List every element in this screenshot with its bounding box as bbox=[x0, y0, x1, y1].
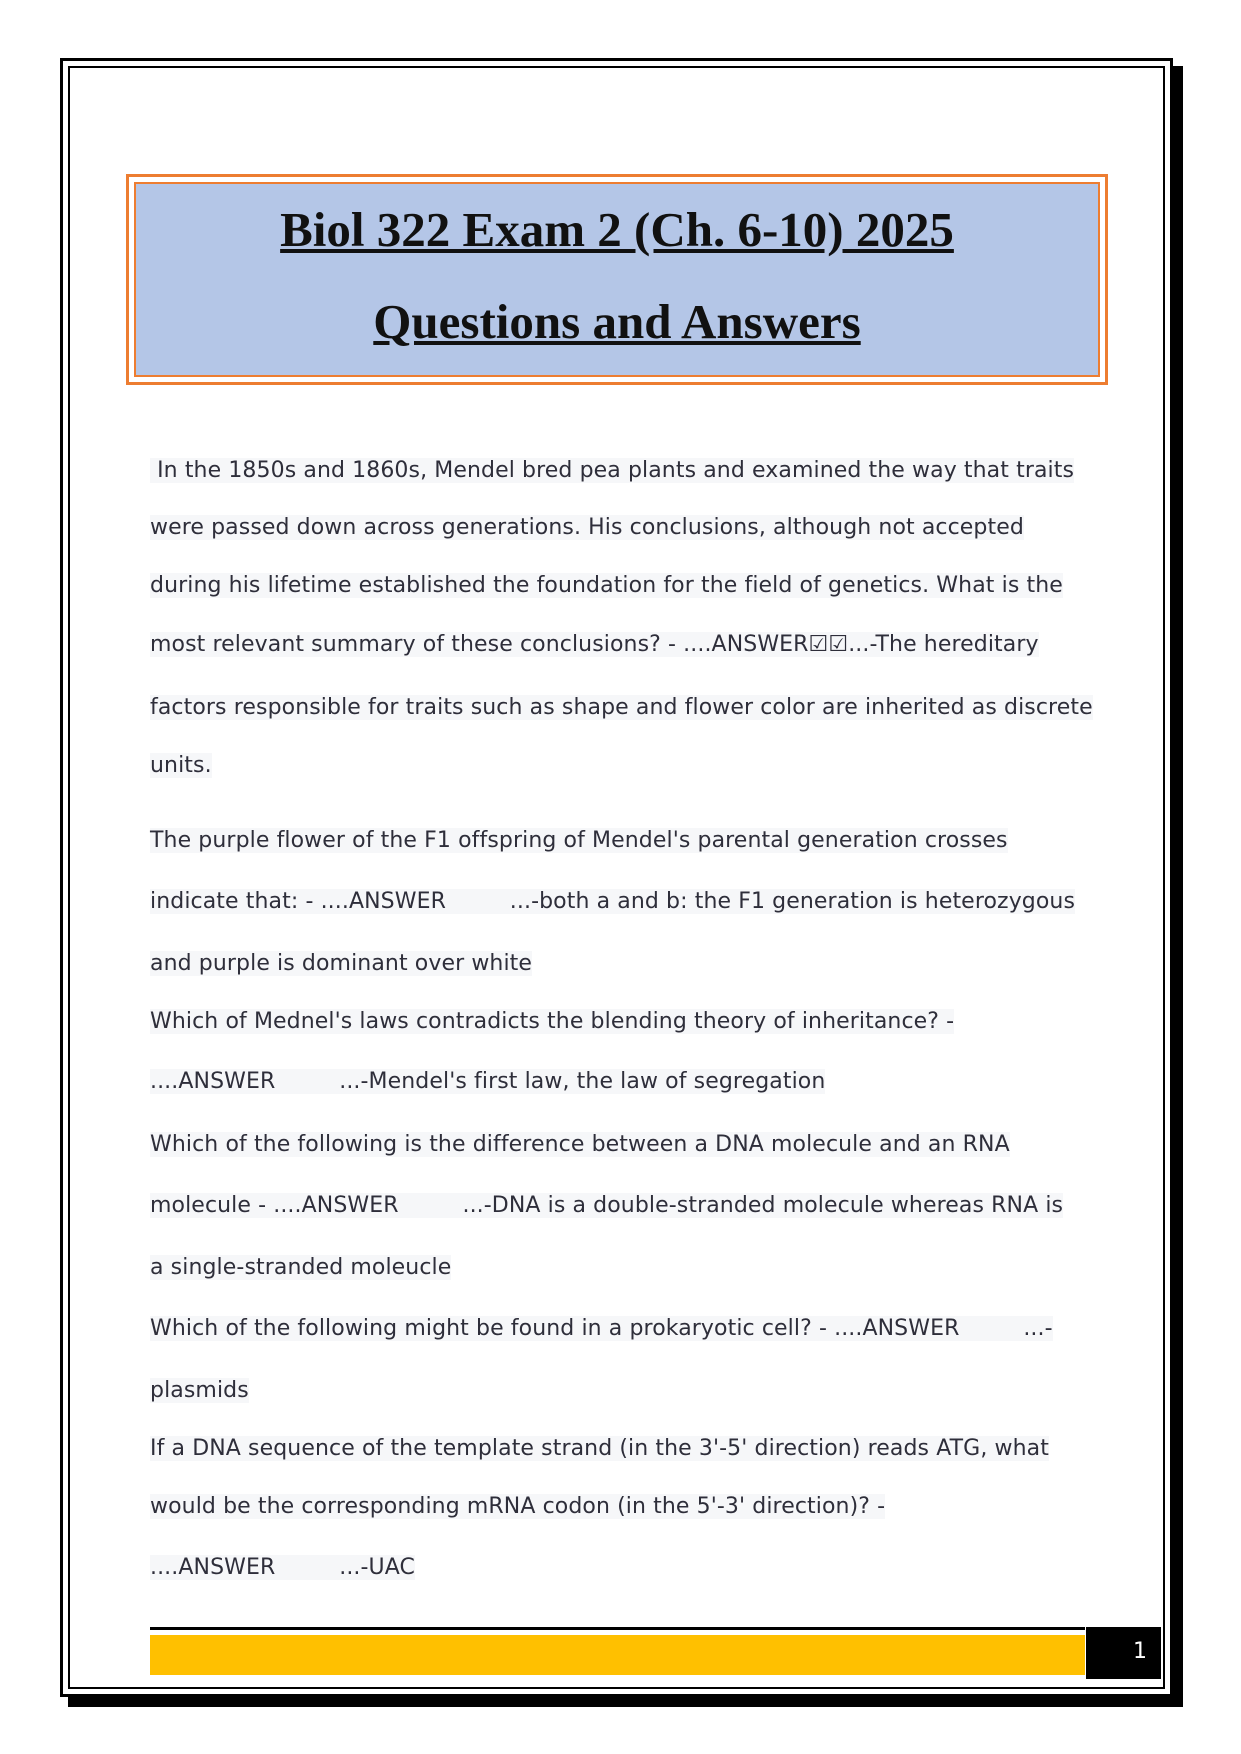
text-line: units. bbox=[150, 753, 212, 778]
text-line: most relevant summary of these conclusions? - ....ANSWER☑☑...-The hereditary bbox=[150, 632, 1039, 657]
text-line: Which of the following might be found in a prokaryotic cell? - ....ANSWER ...- bbox=[150, 1316, 1053, 1341]
title-inner bbox=[134, 182, 1100, 377]
document-title: Biol 322 Exam 2 (Ch. 6-10) 2025 bbox=[280, 202, 954, 257]
text-line: Which of Mednel's laws contradicts the blending theory of inheritance? - bbox=[150, 1009, 955, 1034]
document-subtitle: Questions and Answers bbox=[373, 294, 861, 349]
text-line: factors responsible for traits such as shape and flower color are inherited as discrete bbox=[150, 695, 1093, 720]
text-line: a single-stranded moleucle bbox=[150, 1255, 452, 1280]
text-line: The purple flower of the F1 offspring of Mendel's parental generation crosses bbox=[150, 828, 1008, 853]
text-line: Which of the following is the difference between a DNA molecule and an RNA bbox=[150, 1132, 1010, 1157]
text-line: were passed down across generations. His conclusions, although not accepted bbox=[150, 515, 1024, 540]
text-line: plasmids bbox=[150, 1378, 249, 1403]
text-line: would be the corresponding mRNA codon (in the 5'-3' direction)? - bbox=[150, 1494, 886, 1519]
text-line: ....ANSWER ...-Mendel's first law, the law of segregation bbox=[150, 1069, 826, 1094]
text-line: In the 1850s and 1860s, Mendel bred pea plants and examined the way that traits bbox=[150, 458, 1075, 483]
text-line: If a DNA sequence of the template strand (in the 3'-5' direction) reads ATG, what bbox=[150, 1436, 1049, 1461]
text-line: and purple is dominant over white bbox=[150, 951, 533, 976]
text-line: during his lifetime established the foundation for the field of genetics. What is the bbox=[150, 573, 1063, 598]
page-number: 1 bbox=[1086, 1627, 1161, 1679]
text-line: indicate that: - ....ANSWER ...-both a and b: the F1 generation is heterozygous bbox=[150, 889, 1076, 914]
text-line: ....ANSWER ...-UAC bbox=[150, 1555, 415, 1580]
title-box bbox=[126, 174, 1108, 385]
text-line: molecule - ....ANSWER ...-DNA is a double-stranded molecule whereas RNA is bbox=[150, 1193, 1064, 1218]
footer-rule bbox=[150, 1627, 1085, 1630]
footer-bar bbox=[150, 1635, 1085, 1675]
